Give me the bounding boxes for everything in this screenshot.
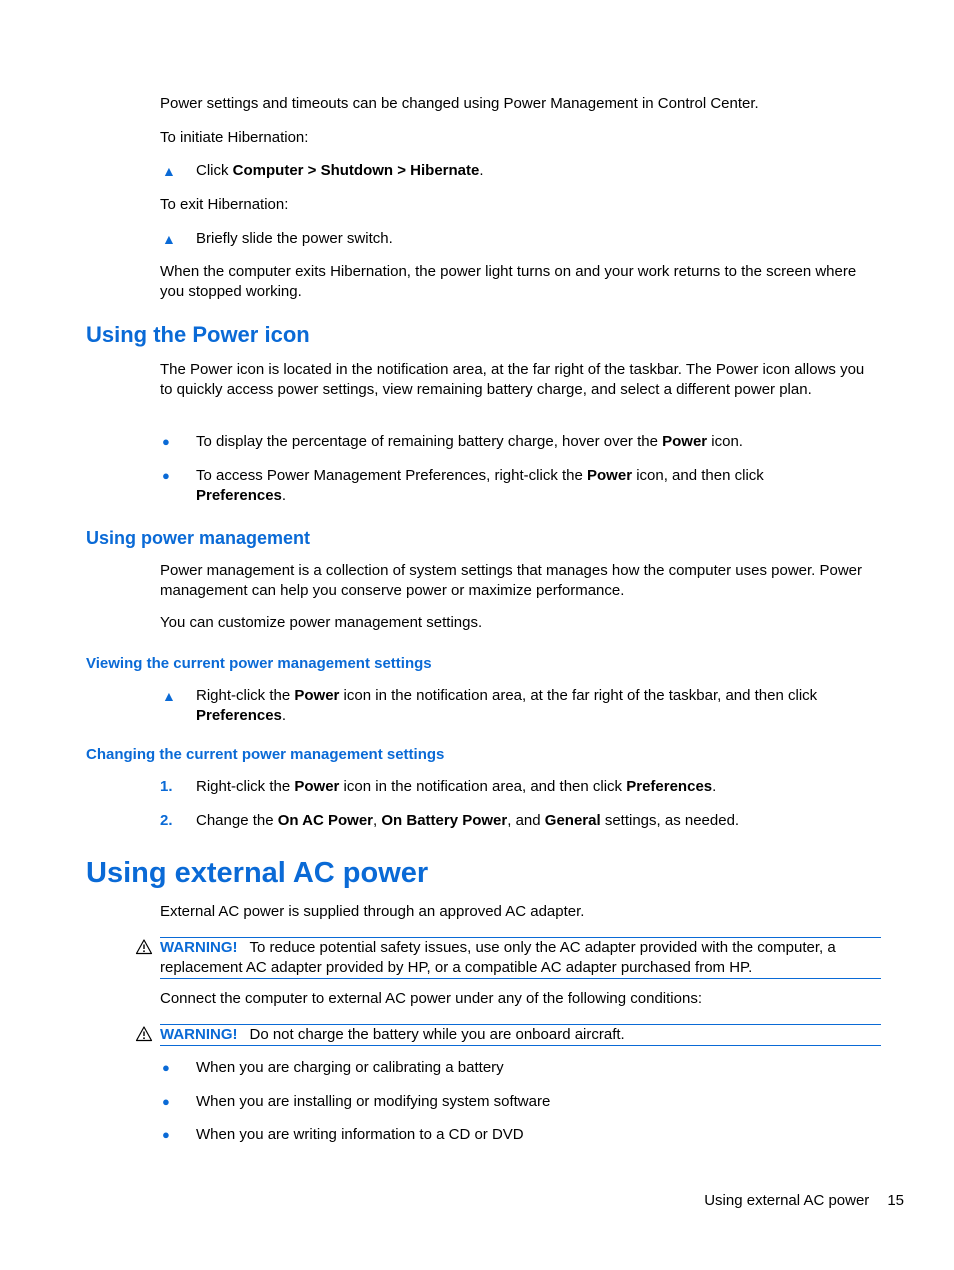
paragraph-initiate: To initiate Hibernation: (160, 129, 309, 146)
bullet-icon: ● (162, 1060, 170, 1075)
step-text-end: settings, as needed. (600, 812, 740, 829)
step-exit (160, 229, 880, 249)
step-viewing (160, 686, 880, 726)
numbered-step (160, 777, 880, 797)
list-item (160, 1058, 880, 1078)
item-bold: Power (587, 467, 633, 484)
triangle-marker-icon: ▲ (162, 231, 176, 247)
triangle-marker-icon: ▲ (162, 688, 176, 704)
step-text: Click (196, 162, 233, 179)
bullet-icon: ● (162, 434, 170, 449)
footer-section-title: Using external AC power (704, 1192, 870, 1209)
triangle-marker-icon: ▲ (162, 163, 176, 179)
step-bold: On AC Power (277, 812, 374, 829)
list-item (160, 1125, 880, 1145)
item-text-end: . (281, 487, 287, 504)
bullet-icon: ● (162, 1094, 170, 1109)
paragraph-external: External AC power is supplied through an approved AC adapter. (160, 903, 585, 920)
page-footer (704, 1191, 904, 1211)
item-text-mid: icon, and then click (632, 467, 764, 484)
step-text: Briefly slide the power switch. (196, 230, 393, 247)
step-text-mid: , (373, 812, 382, 829)
warning-label: WARNING! (160, 939, 238, 956)
heading-using-external-ac-power: Using external AC power (86, 857, 429, 889)
step-bold-2: Preferences (196, 707, 282, 724)
item-text-end: icon. (707, 433, 743, 450)
bullet-icon: ● (162, 468, 170, 483)
list-item (160, 432, 880, 452)
item-text: When you are installing or modifying system software (196, 1093, 551, 1110)
numbered-step (160, 811, 880, 831)
step-text-end: . (712, 778, 717, 795)
paragraph-intro: Power settings and timeouts can be changed using Power Management in Control Center. (160, 95, 759, 112)
step-bold: Power (294, 687, 340, 704)
menu-path: Computer > Shutdown > Hibernate (232, 162, 480, 179)
heading-changing-settings: Changing the current power management settings (86, 746, 445, 763)
bullet-icon: ● (162, 1127, 170, 1142)
step-text-end: . (479, 162, 484, 179)
heading-viewing-settings: Viewing the current power management settings (86, 655, 432, 672)
item-bold: Power (662, 433, 708, 450)
step-text: Right-click the (196, 778, 295, 795)
step-bold-3: General (544, 812, 601, 829)
step-initiate (160, 161, 880, 181)
warning-label: WARNING! (160, 1026, 238, 1043)
page-number: 15 (887, 1192, 904, 1209)
paragraph-exits-hibernation: When the computer exits Hibernation, the power light turns on and your work returns to the screen where you stopped working. (160, 263, 857, 300)
step-text-mid-2: , and (507, 812, 545, 829)
step-bold-2: On Battery Power (381, 812, 508, 829)
item-bold-2: Preferences (196, 487, 282, 504)
list-item (160, 1092, 880, 1112)
heading-using-power-management: Using power management (86, 528, 311, 548)
paragraph-connect: Connect the computer to external AC power under any of the following conditions: (160, 990, 702, 1007)
step-number: 2. (160, 812, 173, 829)
step-text-mid: icon in the notification area, and then click (339, 778, 627, 795)
step-text-end: . (281, 707, 287, 724)
step-text: Change the (196, 812, 278, 829)
warning-text: Do not charge the battery while you are onboard aircraft. (249, 1026, 625, 1043)
step-bold: Power (294, 778, 340, 795)
step-bold-2: Preferences (626, 778, 713, 795)
item-text: When you are charging or calibrating a battery (196, 1059, 504, 1076)
paragraph-power-management: Power management is a collection of system settings that manages how the computer uses power. Power management can help you conserve power or maximize performance. (160, 562, 863, 599)
item-text: When you are writing information to a CD or DVD (196, 1126, 524, 1143)
warning-text: To reduce potential safety issues, use only the AC adapter provided with the computer, a replacement AC adapter provided by HP, or a compatible AC adapter purchased from HP. (160, 939, 836, 976)
item-text: To access Power Management Preferences, right-click the (196, 467, 588, 484)
step-text-mid: icon in the notification area, at the far right of the taskbar, and then click (339, 687, 818, 704)
warning-box (160, 937, 881, 979)
item-text: To display the percentage of remaining battery charge, hover over the (196, 433, 663, 450)
warning-box (160, 1024, 881, 1046)
step-number: 1. (160, 778, 173, 795)
list-item (160, 466, 880, 506)
paragraph-customize: You can customize power management settings. (160, 614, 483, 631)
warning-triangle-icon (135, 1025, 153, 1043)
paragraph-power-icon: The Power icon is located in the notification area, at the far right of the taskbar. The Power icon allows you to quickly access power settings, view remaining battery charge, and select a different power plan. (160, 361, 865, 398)
warning-triangle-icon (135, 938, 153, 956)
paragraph-exit: To exit Hibernation: (160, 196, 289, 213)
heading-using-power-icon: Using the Power icon (86, 322, 310, 347)
step-text: Right-click the (196, 687, 295, 704)
